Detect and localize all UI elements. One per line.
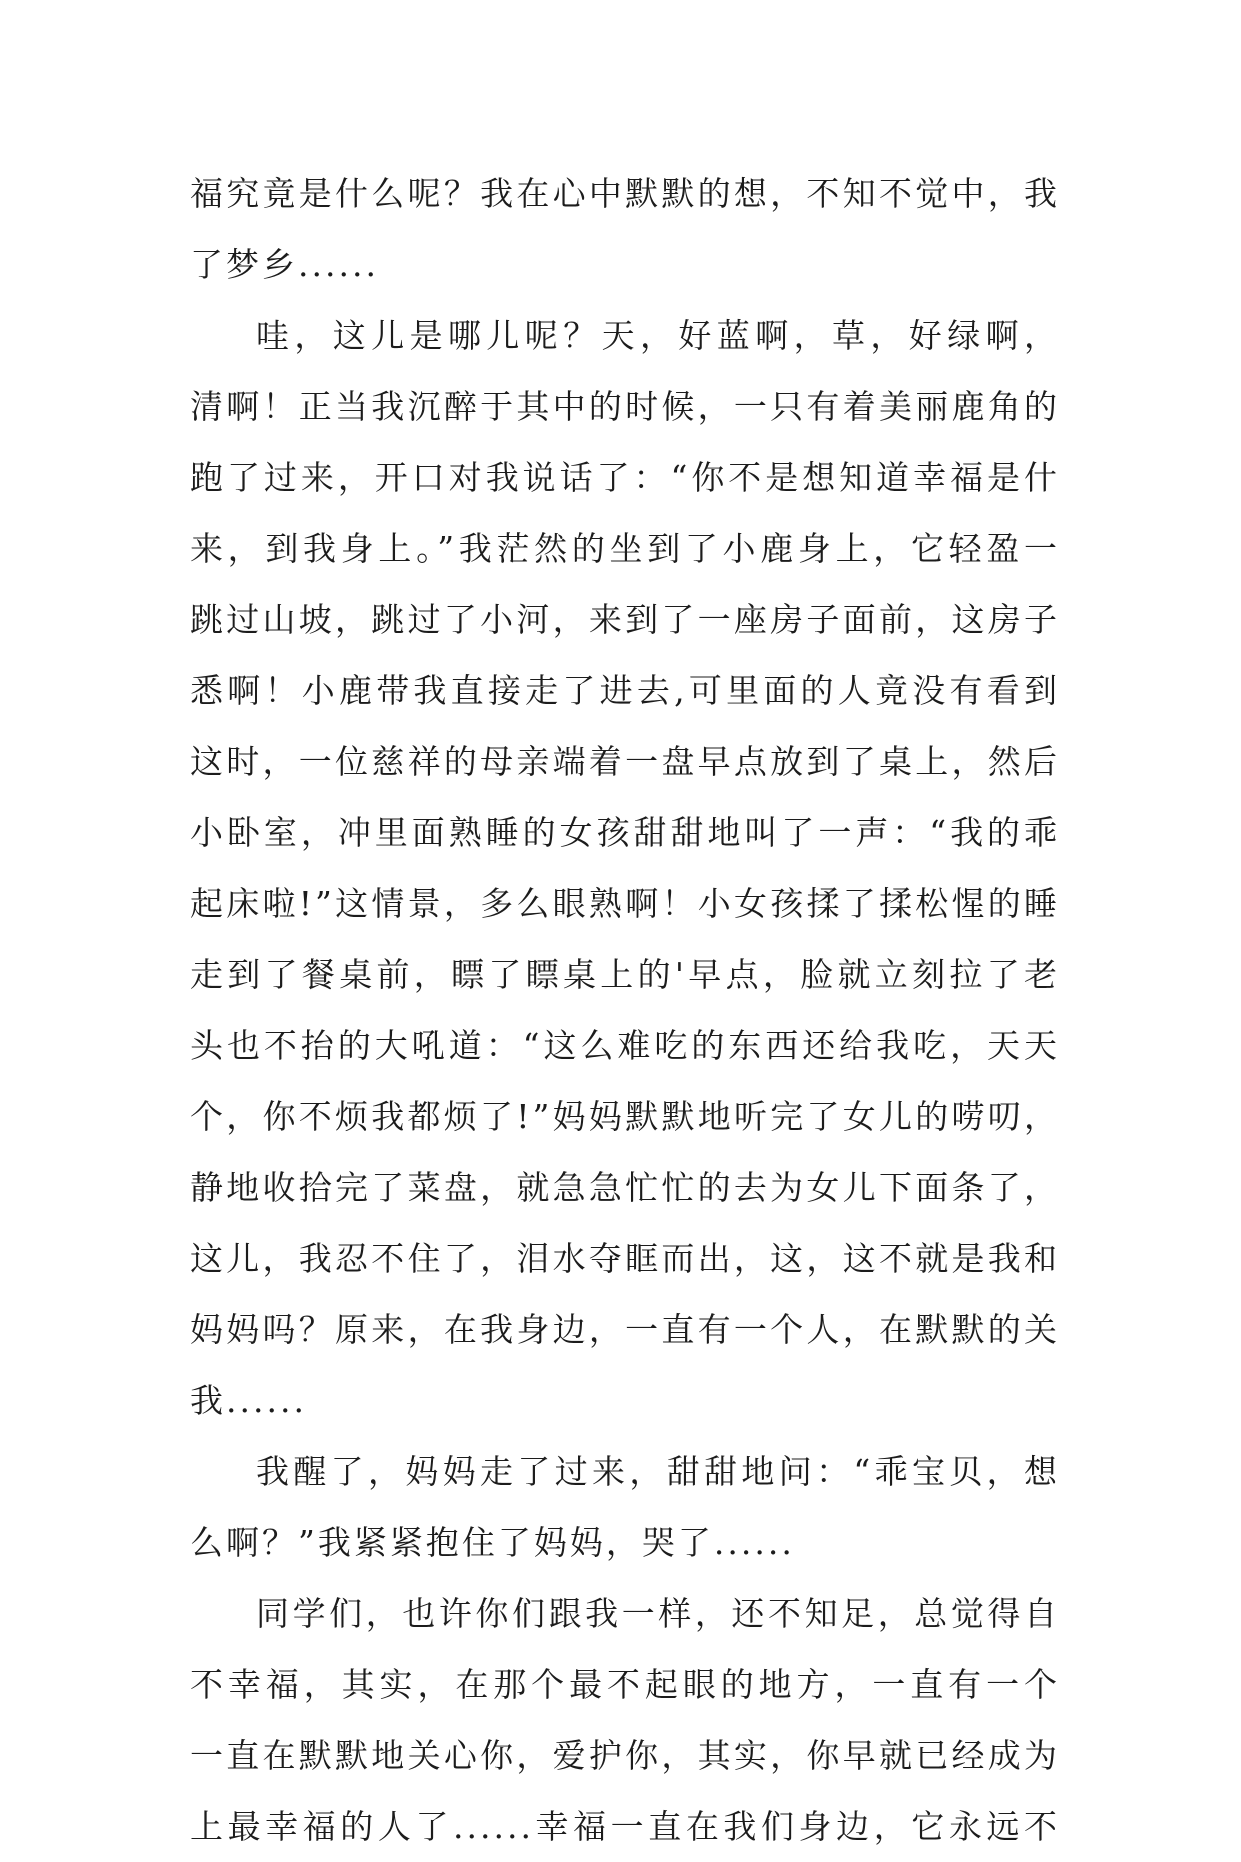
text-line: 上最幸福的人了......幸福一直在我们身边，它永远不 xyxy=(190,1807,1060,1846)
text-line: 来，到我身上。”我茫然的坐到了小鹿身上，它轻盈一 xyxy=(190,529,1060,568)
text-line: 清啊！正当我沉醉于其中的时候，一只有着美丽鹿角的 xyxy=(190,387,1060,426)
text-line: 福究竟是什么呢？我在心中默默的想，不知不觉中，我 xyxy=(190,174,1060,213)
text-line: 起床啦!”这情景，多么眼熟啊！小女孩揉了揉松惺的睡 xyxy=(190,884,1060,923)
text-line: 跑了过来，开口对我说话了：“你不是想知道幸福是什 xyxy=(190,458,1060,497)
text-line: 同学们，也许你们跟我一样，还不知足，总觉得自 xyxy=(256,1594,1060,1633)
text-line: 不幸福，其实，在那个最不起眼的地方，一直有一个 xyxy=(190,1665,1060,1704)
text-line: 了梦乡...... xyxy=(190,245,379,284)
text-line: 小卧室，冲里面熟睡的女孩甜甜地叫了一声：“我的乖 xyxy=(190,813,1060,852)
text-line: 哇，这儿是哪儿呢？天，好蓝啊，草，好绿啊， xyxy=(256,316,1060,355)
text-line: 走到了餐桌前，瞟了瞟桌上的'早点，脸就立刻拉了老 xyxy=(190,955,1060,994)
text-line: 头也不抬的大吼道：“这么难吃的东西还给我吃，天天 xyxy=(190,1026,1060,1065)
text-line: 这儿，我忍不住了，泪水夺眶而出，这，这不就是我和 xyxy=(190,1239,1060,1278)
text-line: 我醒了，妈妈走了过来，甜甜地问：“乖宝贝，想 xyxy=(256,1452,1060,1491)
text-line: 静地收拾完了菜盘，就急急忙忙的去为女儿下面条了， xyxy=(190,1168,1060,1207)
essay-text xyxy=(190,158,1060,1862)
text-line: 跳过山坡，跳过了小河，来到了一座房子面前，这房子 xyxy=(190,600,1060,639)
text-line: 一直在默默地关心你，爱护你，其实，你早就已经成为 xyxy=(190,1736,1060,1775)
text-line: 个，你不烦我都烦了!”妈妈默默地听完了女儿的唠叨， xyxy=(190,1097,1060,1136)
text-line: 悉啊！小鹿带我直接走了进去,可里面的人竟没有看到 xyxy=(190,671,1060,710)
text-line: 么啊？”我紧紧抱住了妈妈，哭了...... xyxy=(190,1523,795,1562)
text-line: 妈妈吗？原来，在我身边，一直有一个人，在默默的关 xyxy=(190,1310,1060,1349)
text-line: 我...... xyxy=(190,1381,307,1420)
text-line: 这时，一位慈祥的母亲端着一盘早点放到了桌上，然后 xyxy=(190,742,1060,781)
